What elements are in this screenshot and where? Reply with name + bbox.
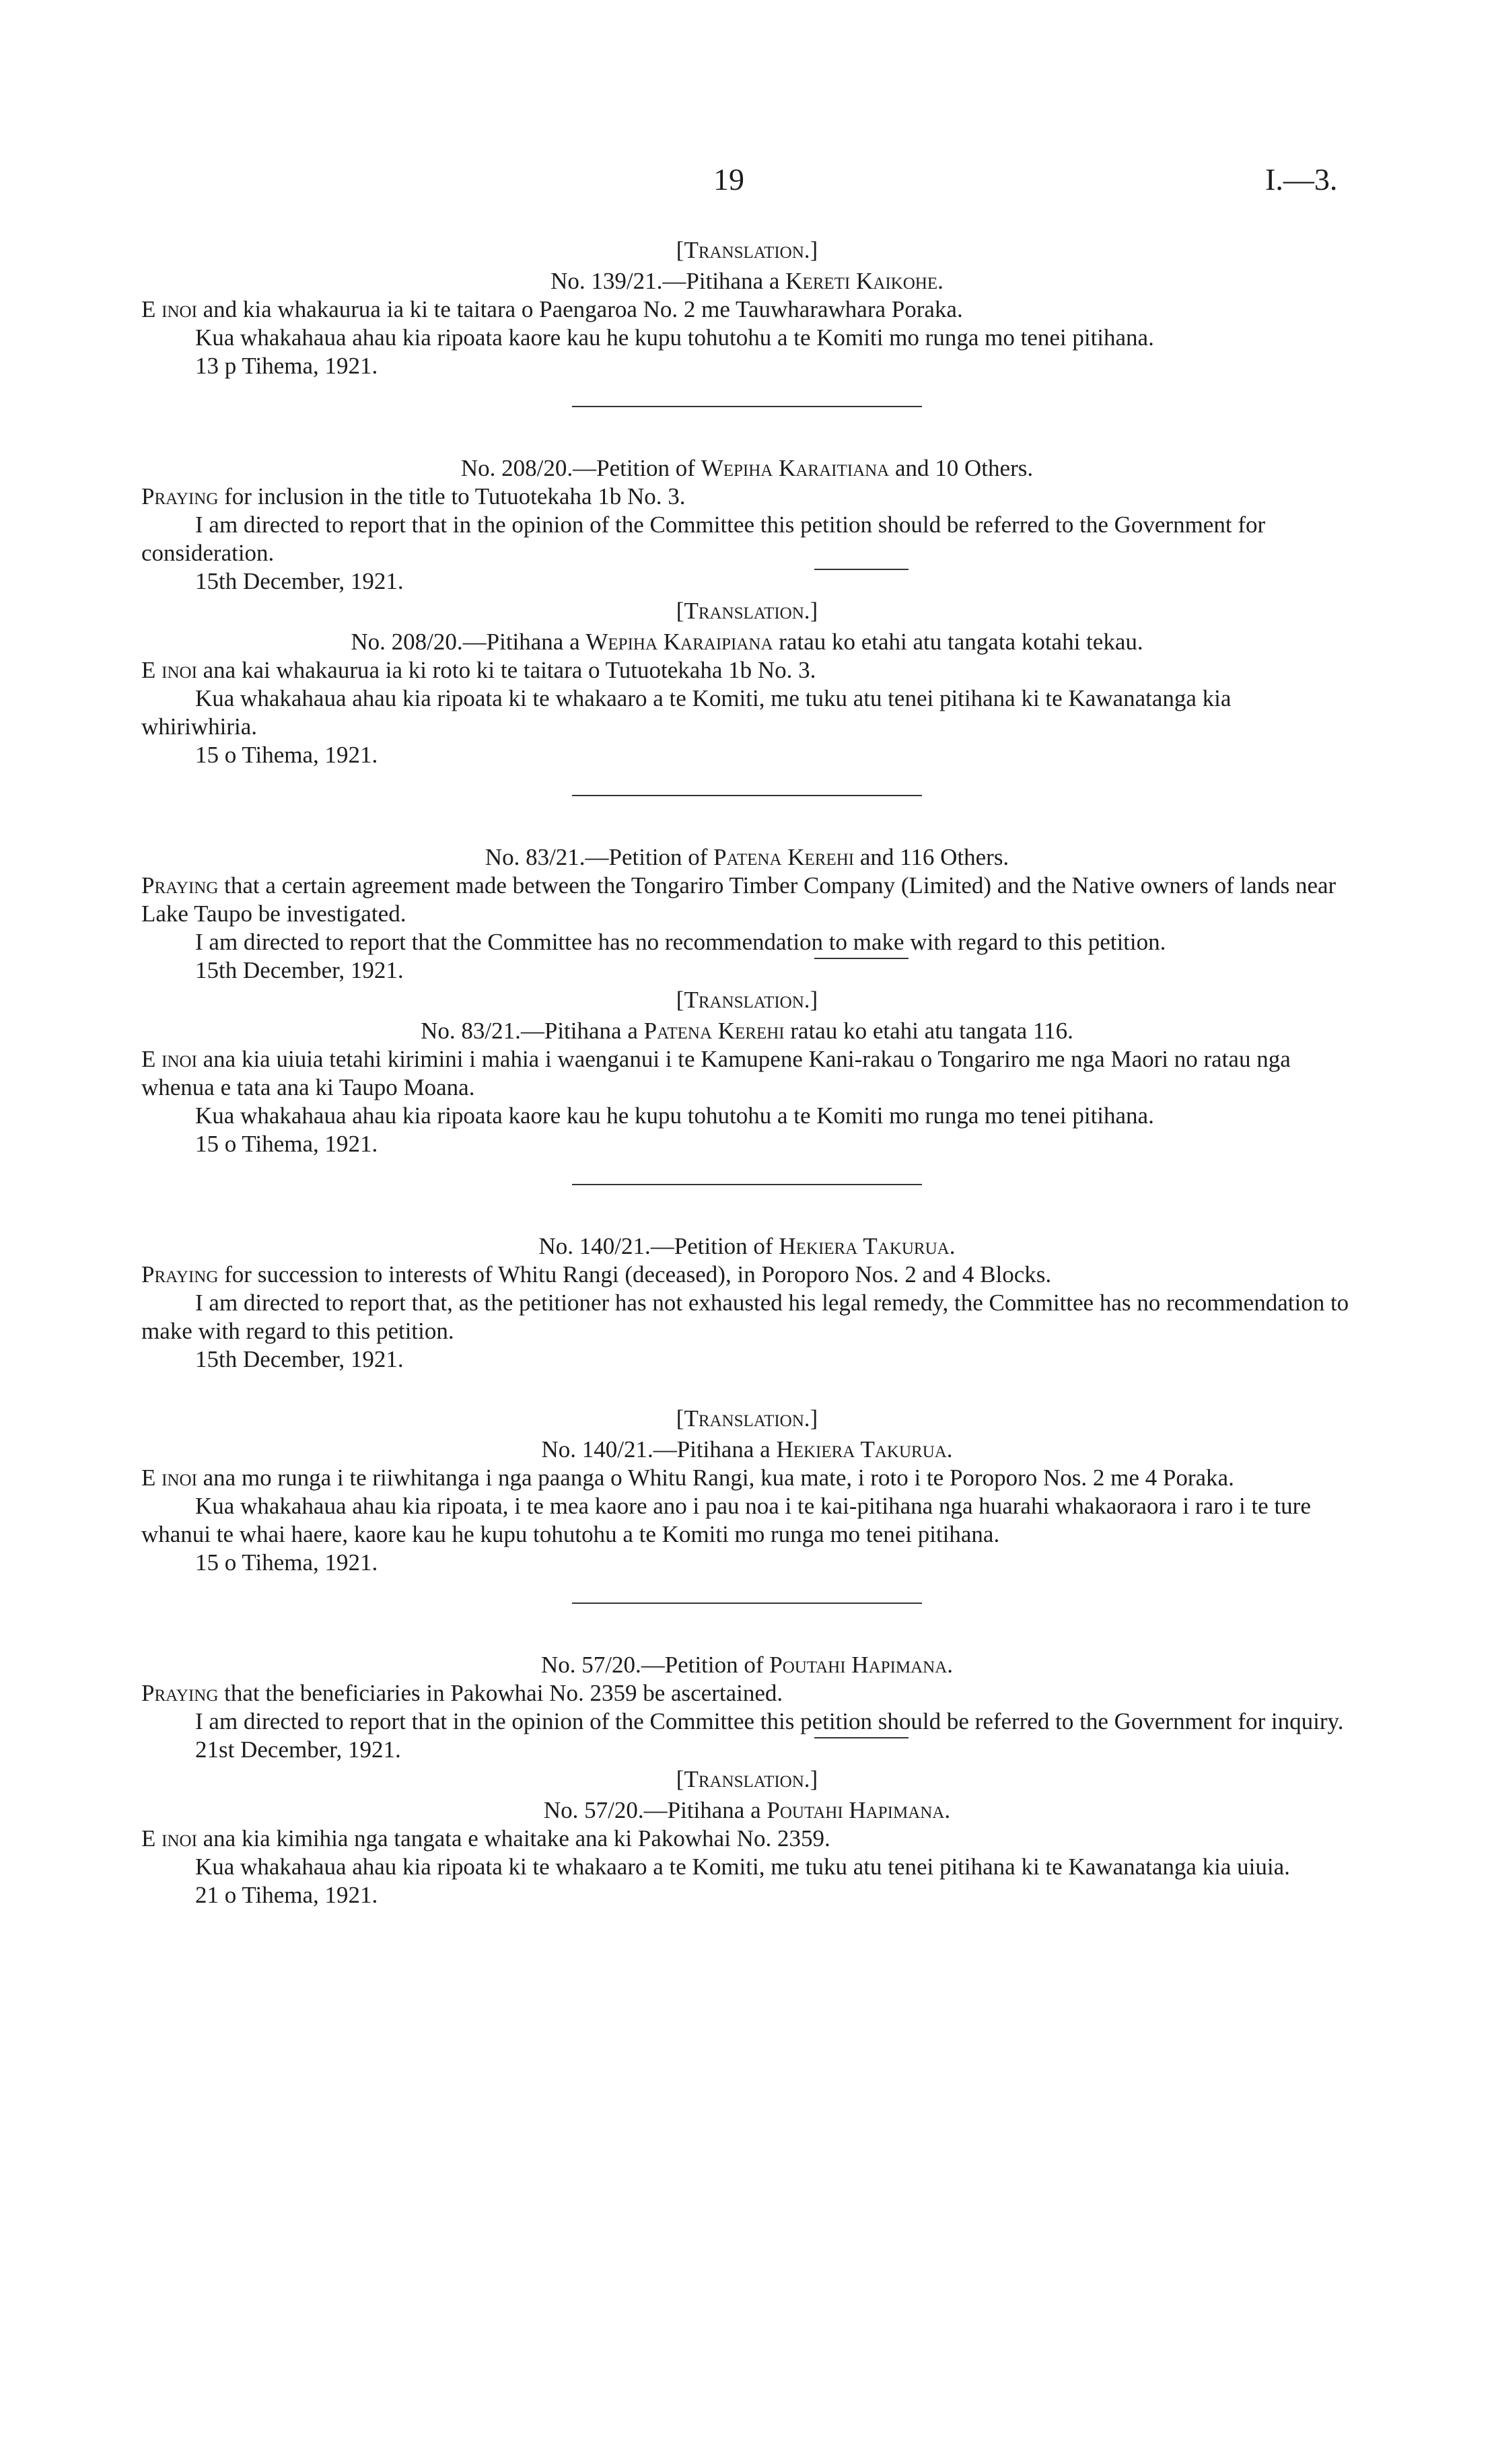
committee-report: I am directed to report that, as the petitioner has not exhausted his legal remedy, the Committee has no recommendation to make with regard to this petition. — [141, 1290, 1349, 1344]
report-date: 15th December, 1921. — [195, 568, 404, 594]
section-divider — [572, 406, 922, 407]
heading-prefix: No. 83/21.—Pitihana a — [421, 1018, 644, 1044]
petition-section — [141, 1651, 1353, 1764]
petition-section — [141, 236, 1353, 380]
petition-heading — [141, 843, 1353, 872]
translation-label: [Translation.] — [676, 1405, 818, 1432]
petition-heading — [141, 1232, 1353, 1261]
petition-prayer — [141, 1045, 1353, 1102]
petition-section — [141, 597, 1353, 769]
committee-report: Kua whakahaua ahau kia ripoata ki te whakaaro a te Komiti, me tuku atu tenei pitihana ki te Kawanatanga kia whiriwhiria. — [141, 685, 1232, 740]
petition-section — [141, 843, 1353, 985]
heading-prefix: No. 140/21.—Petition of — [538, 1233, 779, 1259]
heading-prefix: No. 140/21.—Pitihana a — [541, 1436, 777, 1463]
committee-report: I am directed to report that in the opinion of the Committee this petition should be referred to the Government for inquiry. — [195, 1708, 1344, 1734]
page-header — [0, 162, 1494, 209]
translation-label: [Translation.] — [676, 237, 818, 263]
lead-word: Praying — [141, 483, 219, 509]
petition-heading — [141, 1436, 1353, 1464]
document-reference: I.—3. — [1265, 162, 1338, 197]
petition-heading — [141, 454, 1353, 483]
report-date: 21st December, 1921. — [195, 1736, 401, 1763]
report-date: 15 o Tihema, 1921. — [195, 1131, 378, 1157]
prayer-text: for inclusion in the title to Tutuotekaha 1b No. 3. — [218, 483, 686, 509]
petitioner-name: Hekiera Takurua. — [779, 1233, 956, 1259]
prayer-text: that the beneficiaries in Pakowhai No. 2359 be ascertained. — [218, 1680, 783, 1706]
petitioner-name: Patena Kerehi — [713, 844, 855, 870]
petition-prayer — [141, 1679, 1353, 1708]
lead-word: E inoi — [141, 657, 197, 683]
report-date: 13 p Tihema, 1921. — [195, 353, 378, 379]
prayer-text: ana kia uiuia tetahi kirimini i mahia i waenganui i te Kamupene Kani-rakau o Tongariro me nga Maori no ratau nga whenua e tata ana ki Taupo Moana. — [141, 1046, 1291, 1100]
petitioner-name: Wepiha Karaitiana — [701, 455, 890, 481]
translation-divider — [814, 958, 909, 959]
heading-prefix: No. 208/20.—Pitihana a — [351, 629, 586, 655]
petition-heading — [141, 267, 1353, 295]
heading-suffix: ratau ko etahi atu tangata 116. — [784, 1018, 1073, 1044]
petitioner-name: Patena Kerehi — [643, 1018, 785, 1044]
petitioner-name: Kereti Kaikohe. — [785, 268, 944, 294]
committee-report: Kua whakahaua ahau kia ripoata, i te mea kaore ano i pau noa i te kai-pitihana nga huarahi whakaoraora i raro i te ture whanui te whai haere, kaore kau he kupu tohutohu a te Komiti mo runga mo tenei pitihana. — [141, 1493, 1311, 1547]
petition-prayer — [141, 1464, 1353, 1492]
lead-word: Praying — [141, 1680, 219, 1706]
page-content — [141, 232, 1353, 1909]
lead-word: E inoi — [141, 296, 197, 322]
lead-word: E inoi — [141, 1465, 197, 1491]
report-date: 15th December, 1921. — [195, 957, 404, 983]
report-date: 15 o Tihema, 1921. — [195, 742, 378, 768]
committee-report: I am directed to report that in the opinion of the Committee this petition should be referred to the Government for consideration. — [141, 512, 1266, 566]
petition-heading — [141, 628, 1353, 656]
heading-prefix: No. 57/20.—Petition of — [540, 1652, 770, 1678]
lead-word: Praying — [141, 872, 219, 899]
heading-suffix: and 116 Others. — [854, 844, 1009, 870]
petition-heading — [141, 1796, 1353, 1825]
heading-suffix: and 10 Others. — [889, 455, 1034, 481]
petition-prayer — [141, 1825, 1353, 1853]
translation-divider — [814, 569, 909, 570]
committee-report: Kua whakahaua ahau kia ripoata ki te whakaaro a te Komiti, me tuku atu tenei pitihana ki te Kawanatanga kia uiuia. — [195, 1854, 1290, 1880]
petition-heading — [141, 1651, 1353, 1679]
section-divider — [572, 1184, 922, 1185]
petition-prayer — [141, 483, 1353, 511]
translation-label: [Translation.] — [676, 598, 818, 624]
petition-section — [141, 986, 1353, 1158]
prayer-text: ana mo runga i te riiwhitanga i nga paanga o Whitu Rangi, kua mate, i roto i te Poroporo Nos. 2 me 4 Poraka. — [197, 1465, 1234, 1491]
petition-prayer — [141, 295, 1353, 324]
petition-section — [141, 1232, 1353, 1374]
report-date: 21 o Tihema, 1921. — [195, 1882, 378, 1908]
petition-section — [141, 1765, 1353, 1909]
heading-prefix: No. 83/21.—Petition of — [485, 844, 714, 870]
heading-prefix: No. 139/21.—Pitihana a — [550, 268, 786, 294]
petitioner-name: Hekiera Takurua. — [776, 1436, 953, 1463]
petition-heading — [141, 1017, 1353, 1045]
heading-prefix: No. 208/20.—Petition of — [460, 455, 701, 481]
petitioner-name: Wepiha Karaipiana — [585, 629, 773, 655]
lead-word: E inoi — [141, 1046, 197, 1072]
committee-report: Kua whakahaua ahau kia ripoata kaore kau he kupu tohutohu a te Komiti mo runga mo tenei pitihana. — [195, 324, 1154, 351]
petition-section — [141, 454, 1353, 596]
petition-prayer — [141, 656, 1353, 684]
lead-word: E inoi — [141, 1825, 197, 1852]
prayer-text: ana kai whakaurua ia ki roto ki te taitara o Tutuotekaha 1b No. 3. — [197, 657, 816, 683]
committee-report: Kua whakahaua ahau kia ripoata kaore kau he kupu tohutohu a te Komiti mo runga mo tenei pitihana. — [195, 1102, 1154, 1129]
translation-label: [Translation.] — [676, 1766, 818, 1792]
petition-prayer — [141, 1261, 1353, 1289]
translation-label: [Translation.] — [676, 987, 818, 1013]
prayer-text: ana kia kimihia nga tangata e whaitake ana ki Pakowhai No. 2359. — [197, 1825, 830, 1852]
heading-prefix: No. 57/20.—Pitihana a — [543, 1797, 767, 1823]
prayer-text: and kia whakaurua ia ki te taitara o Paengaroa No. 2 me Tauwharawhara Poraka. — [197, 296, 963, 322]
spacer — [141, 1374, 1353, 1401]
petitioner-name: Poutahi Hapimana. — [767, 1797, 951, 1823]
prayer-text: that a certain agreement made between the Tongariro Timber Company (Limited) and the Native owners of lands near Lake Taupo be investigated. — [141, 872, 1337, 927]
prayer-text: for succession to interests of Whitu Rangi (deceased), in Poroporo Nos. 2 and 4 Blocks. — [218, 1261, 1052, 1288]
report-date: 15th December, 1921. — [195, 1346, 404, 1372]
petition-section — [141, 1405, 1353, 1577]
report-date: 15 o Tihema, 1921. — [195, 1549, 378, 1576]
committee-report: I am directed to report that the Committee has no recommendation to make with regard to this petition. — [195, 929, 1166, 955]
petitioner-name: Poutahi Hapimana. — [769, 1652, 954, 1678]
translation-divider — [814, 1737, 909, 1738]
heading-suffix: ratau ko etahi atu tangata kotahi tekau. — [773, 629, 1143, 655]
lead-word: Praying — [141, 1261, 219, 1288]
petition-prayer — [141, 872, 1353, 928]
section-divider — [572, 795, 922, 796]
section-divider — [572, 1603, 922, 1604]
page-number: 19 — [713, 162, 744, 197]
